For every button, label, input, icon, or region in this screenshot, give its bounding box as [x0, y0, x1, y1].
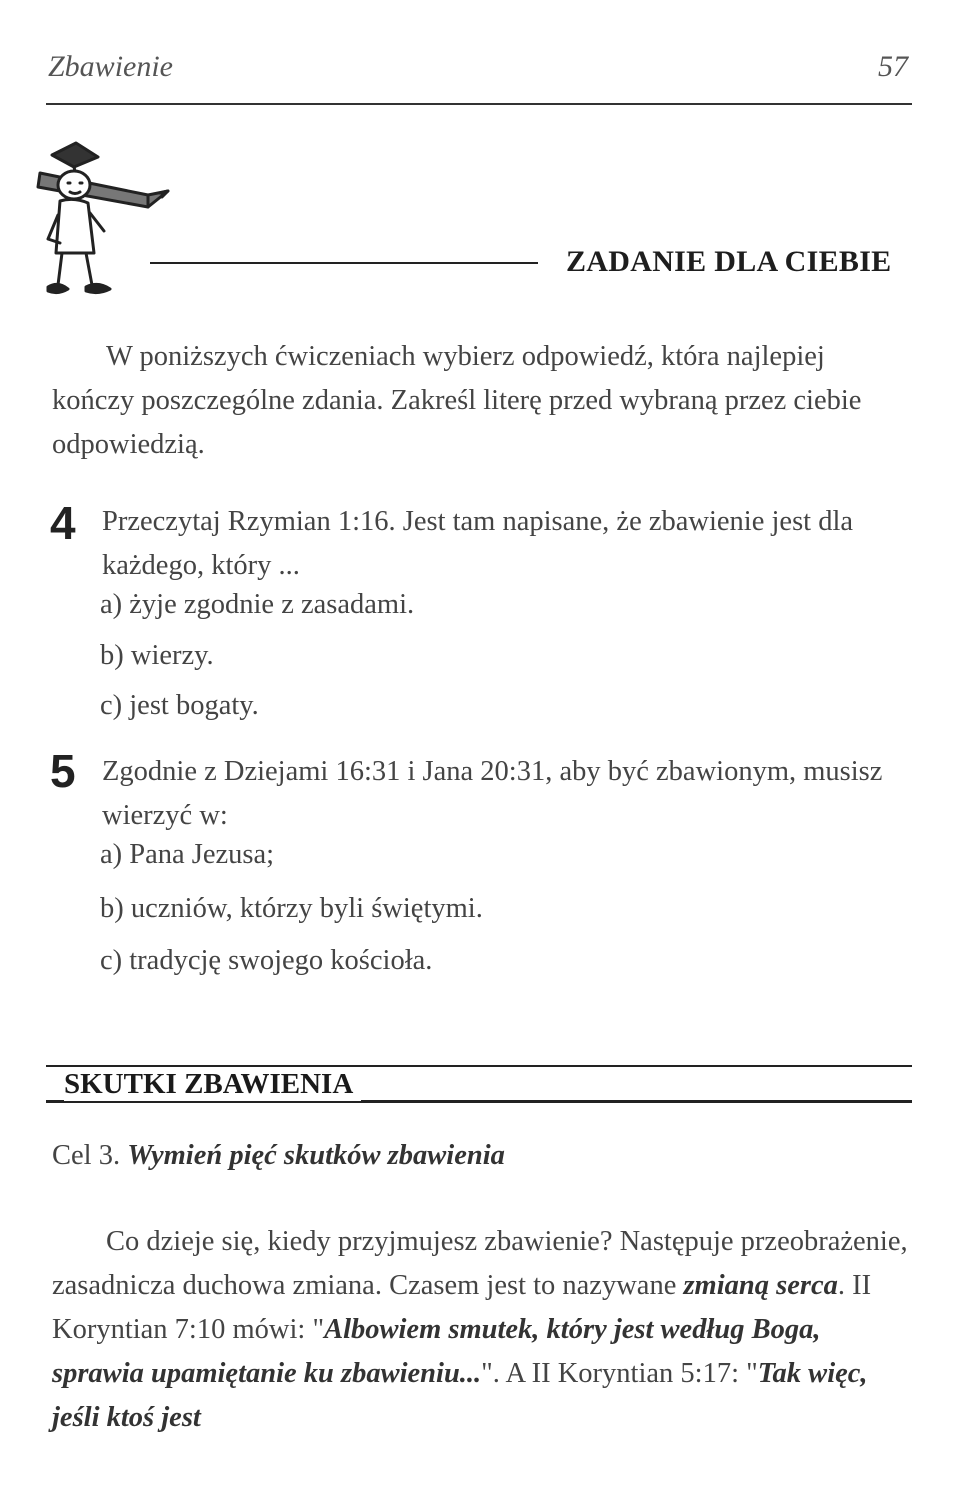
question-5-option-b: b) uczniów, którzy byli świętymi. [100, 893, 483, 924]
goal-line [52, 1140, 505, 1172]
question-5-option-c: c) tradycję swojego kościoła. [100, 945, 433, 976]
question-4-option-c: c) jest bogaty. [100, 690, 259, 721]
section-rule-top [46, 1065, 912, 1067]
question-4-option-b: b) wierzy. [100, 640, 214, 671]
task-heading-rule [150, 262, 538, 264]
page-number: 57 [878, 50, 908, 83]
question-5-option-a: a) Pana Jezusa; [100, 839, 275, 870]
body-text-2: . II Koryntian 7:10 mówi: " [52, 1270, 872, 1345]
question-5-number: 5 [50, 745, 76, 797]
question-4-number: 4 [50, 497, 76, 549]
task-heading: ZADANIE DLA CIEBIE [566, 245, 892, 278]
header-rule [46, 103, 912, 105]
body-text-1: Co dzieje się, kiedy przyjmujesz zbawienie? Następuje przeobrażenie, zasadnicza duchowa zmiana. Czasem jest to nazywane [52, 1226, 908, 1301]
body-emphasis-2: Albowiem smutek, który jest według Boga, sprawia upamiętanie ku zbawieniu... [52, 1314, 821, 1389]
section-title: SKUTKI ZBAWIENIA [64, 1068, 361, 1101]
student-with-pencil-icon [30, 135, 180, 300]
question-5-text: Zgodnie z Dziejami 16:31 i Jana 20:31, aby być zbawionym, musisz wierzyć w: [102, 756, 883, 831]
running-title: Zbawienie [48, 50, 173, 83]
goal-label: Cel 3. [52, 1140, 121, 1171]
question-4-option-a: a) żyje zgodnie z zasadami. [100, 589, 415, 620]
goal-text: Wymień pięć skutków zbawienia [127, 1140, 505, 1171]
body-text-3: ". A II Koryntian 5:17: " [481, 1358, 758, 1389]
section-body [52, 1220, 912, 1440]
body-emphasis-3: Tak więc, jeśli ktoś jest [52, 1358, 868, 1433]
question-4-text: Przeczytaj Rzymian 1:16. Jest tam napisane, że zbawienie jest dla każdego, który ... [102, 506, 854, 581]
task-instructions: W poniższych ćwiczeniach wybierz odpowiedź, która najlepiej kończy poszczególne zdania. Zakreśl literę przed wybraną przez ciebie odpowiedzią. [52, 341, 862, 460]
body-emphasis-1: zmianą serca [683, 1270, 838, 1301]
